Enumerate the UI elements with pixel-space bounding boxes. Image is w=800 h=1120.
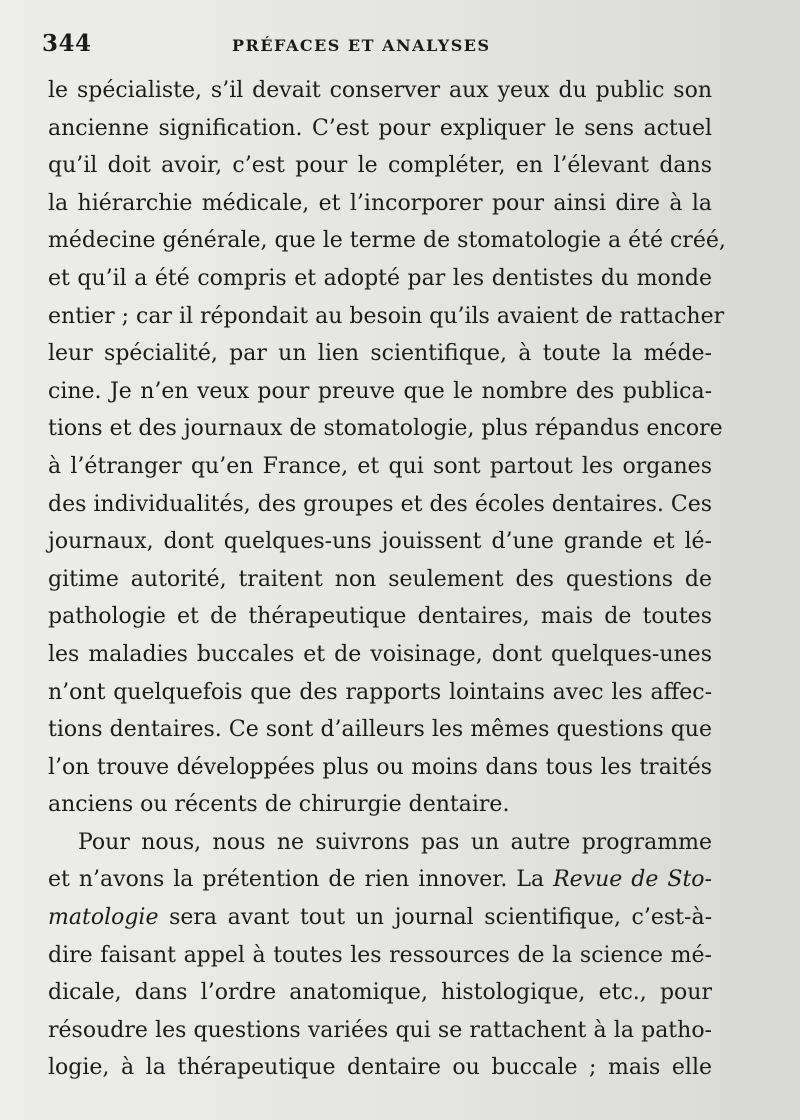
page-number: 344 [42,30,92,57]
paragraph-start-line: Pour nous, nous ne suivrons pas un autre programme [78,829,712,855]
text-line: tions dentaires. Ce sont d’ailleurs les mêmes questions que [48,717,712,743]
text-span: et n’avons la prétention de rien innover. La [48,867,545,893]
text-line: et qu’il a été compris et adopté par les dentistes du monde [48,265,712,291]
text-line: l’on trouve développées plus ou moins dans tous les traités [48,754,712,780]
text-line: leur spécialité, par un lien scientifique, à toute la méde- [48,341,712,367]
text-line: dire faisant appel à toutes les ressources de la science mé- [48,942,712,968]
text-line: à l’étranger qu’en France, et qui sont partout les organes [48,453,712,479]
text-span: sera avant tout un journal scientifique, c’est-à- [169,905,712,931]
text-line: journaux, dont quelques-uns jouissent d’une grande et lé- [48,529,712,555]
journal-title-italic: Revue de Sto- [553,867,712,893]
text-line: des individualités, des groupes et des écoles dentaires. Ces [48,491,712,517]
text-line: entier ; car il répondait au besoin qu’ils avaient de rattacher [48,303,725,329]
text-line: dicale, dans l’ordre anatomique, histologique, etc., pour [48,980,712,1006]
text-line-with-journal-title [48,899,712,937]
text-line: le spécialiste, s’il devait conserver aux yeux du public son [48,78,712,103]
text-line: tions et des journaux de stomatologie, plus répandus encore [48,416,723,442]
text-line: résoudre les questions variées qui se rattachent à la patho- [48,1017,712,1043]
text-line: cine. Je n’en veux pour preuve que le nombre des publica- [48,378,712,404]
text-line: anciens ou récents de chirurgie dentaire. [48,792,510,818]
text-line: gitime autorité, traitent non seulement des questions de [48,566,712,592]
text-line: qu’il doit avoir, c’est pour le compléter, en l’élevant dans [48,153,712,179]
text-line: logie, à la thérapeutique dentaire ou buccale ; mais elle [48,1055,712,1081]
body-text [48,72,726,1087]
running-title: PRÉFACES ET ANALYSES [232,36,491,55]
text-line: ancienne signification. C’est pour expliquer le sens actuel [48,115,712,141]
text-line: la hiérarchie médicale, et l’incorporer pour ainsi dire à la [48,190,712,216]
text-line: n’ont quelquefois que des rapports lointains avec les affec- [48,679,712,705]
text-line: médecine générale, que le terme de stomatologie a été créé, [48,228,726,254]
text-line: pathologie et de thérapeutique dentaires, mais de toutes [48,604,712,630]
text-line: les maladies buccales et de voisinage, dont quelques-unes [48,641,712,667]
page-header [42,30,710,64]
text-line-with-journal-title [48,861,712,899]
journal-title-italic: matologie [48,905,159,931]
